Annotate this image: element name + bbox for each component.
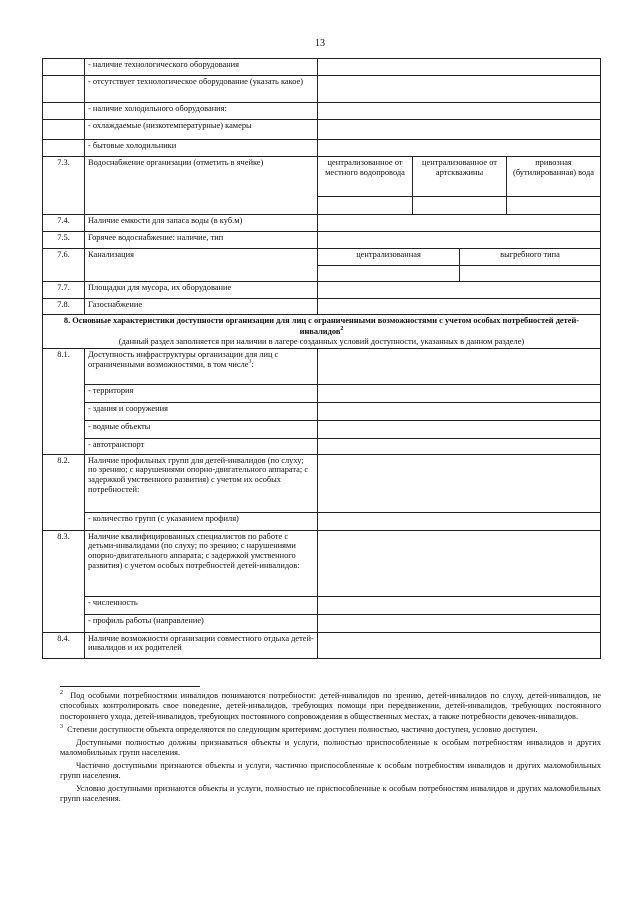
value-cell[interactable] bbox=[318, 76, 601, 103]
footnote-paragraph: Условно доступными признаются объекты и услуги, полностью не приспособленные к особым потребностям инвалидов и других маломобильных групп населения. bbox=[60, 783, 601, 804]
row-label: - автотранспорт bbox=[85, 438, 318, 454]
row-number: 8.4. bbox=[43, 632, 85, 658]
option-label: централизованное от местного водопровода bbox=[318, 157, 413, 197]
row-label: Площадки для мусора, их оборудование bbox=[85, 282, 318, 299]
row-number: 7.3. bbox=[43, 157, 85, 215]
table-row bbox=[43, 420, 601, 438]
table-row bbox=[43, 614, 601, 632]
table-row bbox=[43, 384, 601, 402]
table-row bbox=[43, 596, 601, 614]
mark-cell[interactable] bbox=[507, 197, 601, 215]
option-label: централизованная bbox=[318, 249, 460, 266]
row-number: 7.7. bbox=[43, 282, 85, 299]
footnotes bbox=[60, 690, 601, 807]
table-row bbox=[43, 157, 601, 197]
value-cell[interactable] bbox=[318, 103, 601, 120]
row-label: Наличие профильных групп для детей-инвалидов (по слуху; по зрению; с нарушениями опорно-двигательного аппарата; с задержкой умственного развития) с учетом их особых потребностей: bbox=[85, 454, 318, 512]
mark-cell[interactable] bbox=[318, 266, 460, 282]
footnote-ref: 3 bbox=[248, 359, 252, 366]
row-label: - количество групп (с указанием профиля) bbox=[85, 512, 318, 530]
mark-cell[interactable] bbox=[413, 197, 507, 215]
row-label: - профиль работы (направление) bbox=[85, 614, 318, 632]
row-label: - наличие холодильного оборудования: bbox=[85, 103, 318, 120]
value-cell[interactable] bbox=[318, 512, 601, 530]
table-row bbox=[43, 402, 601, 420]
row-label: Наличие емкости для запаса воды (в куб.м) bbox=[85, 215, 318, 232]
footnote-mark: 2 bbox=[60, 690, 63, 696]
table-row bbox=[43, 299, 601, 315]
value-cell[interactable] bbox=[318, 596, 601, 614]
row-label: - бытовые холодильники bbox=[85, 140, 318, 157]
section-8-title: 8. Основные характеристики доступности организации для лиц с ограниченными возможностями с учетом особых потребностей детей-инвалидов bbox=[63, 316, 580, 336]
table-row bbox=[43, 140, 601, 157]
table-row bbox=[43, 76, 601, 103]
row-number: 7.4. bbox=[43, 215, 85, 232]
value-cell[interactable] bbox=[318, 59, 601, 76]
row-number: 8.2. bbox=[43, 454, 85, 530]
section-8-header bbox=[43, 315, 601, 349]
option-label: выгребного типа bbox=[460, 249, 601, 266]
row-label: Канализация bbox=[85, 249, 318, 282]
table-row bbox=[43, 120, 601, 140]
value-cell[interactable] bbox=[318, 454, 601, 512]
row-label: - территория bbox=[85, 384, 318, 402]
row-label: - численность bbox=[85, 596, 318, 614]
table-row bbox=[43, 348, 601, 384]
row-label: - наличие технологического оборудования bbox=[85, 59, 318, 76]
footnote-paragraph: Частично доступными признаются объекты и услуги, частично приспособленные к особым потребностям инвалидов и других маломобильных групп населения. bbox=[60, 760, 601, 781]
row-label: Горячее водоснабжение: наличие, тип bbox=[85, 232, 318, 249]
section-8-note: (данный раздел заполняется при наличии в лагере созданных условий доступности, указанных в данном разделе) bbox=[118, 336, 525, 346]
table-row bbox=[43, 282, 601, 299]
table-row bbox=[43, 438, 601, 454]
row-label: - охлаждаемые (низкотемпературные) камеры bbox=[85, 120, 318, 140]
value-cell[interactable] bbox=[318, 299, 601, 315]
row-number: 7.6. bbox=[43, 249, 85, 282]
value-cell[interactable] bbox=[318, 632, 601, 658]
footnote-2: $^2$ Под особыми потребностями инвалидов понимаются потребности: детей-инвалидов по зрению, детей-инвалидов по слуху, детей-инвалидов, не способных контролировать свое поведение, детей-инвалидов, требующих помощи при передвижении, детей-инвалидов, требующих постоянного постороннего ухода, детей-инвалидов, требующих постоянного сопровождения в общественных местах, а также потребности девочек-инвалидов. bbox=[60, 690, 601, 721]
row-label: Наличие возможности организации совместного отдыха детей-инвалидов и их родителей bbox=[85, 632, 318, 658]
value-cell[interactable] bbox=[318, 348, 601, 384]
row-number: 7.8. bbox=[43, 299, 85, 315]
mark-cell[interactable] bbox=[318, 197, 413, 215]
table-row bbox=[43, 59, 601, 76]
row-number: 8.1. bbox=[43, 348, 85, 454]
characteristics-table bbox=[42, 58, 601, 659]
table-row bbox=[43, 249, 601, 266]
value-cell[interactable] bbox=[318, 232, 601, 249]
value-cell[interactable] bbox=[318, 384, 601, 402]
footnote-3: $^3$ Степени доступности объекта определяются по следующим критериям: доступен полностью, частично доступен, условно доступен. bbox=[60, 724, 538, 735]
table-row bbox=[43, 103, 601, 120]
page-number: 13 bbox=[315, 38, 325, 49]
value-cell[interactable] bbox=[318, 282, 601, 299]
footnote-paragraph: Доступными полностью должны признаваться объекты и услуги, полностью приспособленные к особым потребностям инвалидов и других маломобильных групп населения. bbox=[60, 737, 601, 758]
value-cell[interactable] bbox=[318, 438, 601, 454]
row-label: Доступность инфраструктуры организации для лиц с ограниченными возможностями, в том числе$^3$: bbox=[85, 348, 318, 384]
option-label: централизованное от артскважины bbox=[413, 157, 507, 197]
value-cell[interactable] bbox=[318, 530, 601, 596]
row-number: 8.3. bbox=[43, 530, 85, 632]
row-label: - отсутствует технологическое оборудование (указать какое) bbox=[85, 76, 318, 103]
value-cell[interactable] bbox=[318, 614, 601, 632]
value-cell[interactable] bbox=[318, 402, 601, 420]
footnote-separator bbox=[60, 686, 200, 687]
table-row bbox=[43, 454, 601, 512]
table-row bbox=[43, 512, 601, 530]
row-label: - здания и сооружения bbox=[85, 402, 318, 420]
value-cell[interactable] bbox=[318, 215, 601, 232]
section-header-row bbox=[43, 315, 601, 349]
table-row bbox=[43, 632, 601, 658]
option-label: привозная (бутилированная) вода bbox=[507, 157, 601, 197]
row-label: Водоснабжение организации (отметить в ячейке) bbox=[85, 157, 318, 215]
table-row bbox=[43, 530, 601, 596]
value-cell[interactable] bbox=[318, 140, 601, 157]
table-row bbox=[43, 232, 601, 249]
row-label: Газоснабжение bbox=[85, 299, 318, 315]
row-number: 7.5. bbox=[43, 232, 85, 249]
value-cell[interactable] bbox=[318, 420, 601, 438]
table-row bbox=[43, 215, 601, 232]
row-label: Наличие квалифицированных специалистов по работе с детьми-инвалидами (по слуху; по зрению; с нарушениями опорно-двигательного аппарата; с задержкой умственного развития) с учетом особых потребностей детей-инвалидов: bbox=[85, 530, 318, 596]
value-cell[interactable] bbox=[318, 120, 601, 140]
footnote-mark: 3 bbox=[60, 724, 63, 731]
row-label: - водные объекты bbox=[85, 420, 318, 438]
footnote-ref: 2 bbox=[340, 325, 344, 332]
mark-cell[interactable] bbox=[460, 266, 601, 282]
